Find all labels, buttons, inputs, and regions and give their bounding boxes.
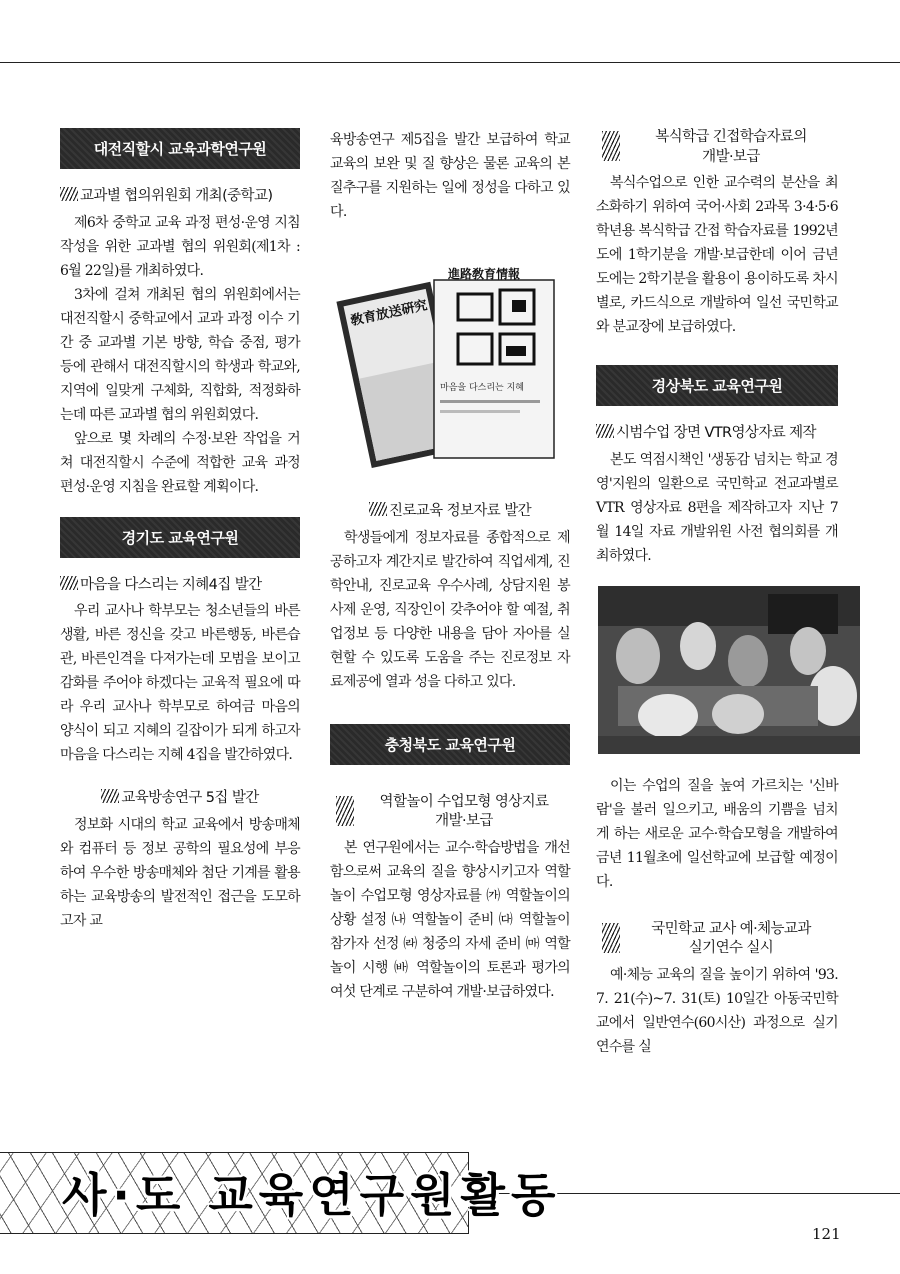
paragraph: 제6차 중학교 교육 과정 편성·운영 지침 작성을 위한 교과별 협의 위원회(제1차 : 6월 22일)를 개최하였다. xyxy=(60,214,300,279)
books-photo xyxy=(340,250,572,480)
banner-title: 사·도 교육연구원활동 xyxy=(62,1168,562,1222)
hatch-marker-icon xyxy=(596,424,614,438)
article-heading xyxy=(596,424,838,444)
article-heading-text: 진로교육 정보자료 발간 xyxy=(388,503,532,519)
paragraph: 앞으로 몇 차례의 수정·보완 작업을 거쳐 대전직할시 수준에 적합한 교육 과정 편성·운영 지침을 완료할 계획이다. xyxy=(60,430,300,495)
org-header-daejeon: 대전직할시 교육과학연구원 xyxy=(60,128,300,169)
paragraph: 본 연구원에서는 교수·학습방법을 개선함으로써 교육의 질을 향상시키고자 역할놀이 수업모형 영상자료를 ㈎ 역할놀이의 상황 설정 ㈏ 역할놀이 준비 ㈐ 역할놀이 참가자 선정 ㈑ 청중의 자세 준비 ㈒ 역할놀이 시행 ㈓ 역할놀이의 토론과 평가의 여섯 단계로 구분하여 개발·보급하였다. xyxy=(330,839,570,1000)
article-heading-text-2: 개발·보급 xyxy=(435,813,493,830)
paragraph: 이는 수업의 질을 높여 가르치는 '신바람'을 불러 일으키고, 배움의 기쁨을 넘치게 하는 새로운 교수·학습모형을 개발하여 금년 11월초에 일선학교에 보급할 예정이다. xyxy=(596,777,838,890)
article-heading xyxy=(596,920,838,959)
article-heading xyxy=(60,187,300,207)
hatch-marker-icon xyxy=(602,131,620,161)
book-title-b: 進路敎育情報 xyxy=(448,267,521,281)
classroom-photo xyxy=(598,586,860,754)
article-heading-text: 마음을 다스리는 지혜4집 발간 xyxy=(80,576,262,593)
article-heading xyxy=(60,576,300,596)
paragraph: 육방송연구 제5집을 발간 보급하여 학교교육의 보완 및 질 향상은 물론 교육의 본질추구를 지원하는 일에 정성을 다하고 있다. xyxy=(330,132,570,220)
column-2 xyxy=(330,128,570,1004)
hatch-marker-icon xyxy=(101,789,119,803)
paragraph: 3차에 걸쳐 개최된 협의 위원회에서는 대전직할시 중학교에서 교과 과정 이수 기간 중 교과별 기본 방향, 학습 중점, 평가 등에 관해서 대전직할시의 학생과 학교와, 지역에 일맞게 구체화, 직합화, 적정화하는데 따른 교과별 협의 위원회였다. xyxy=(60,286,300,423)
article-heading-text: 시범수업 장면 VTR영상자료 제작 xyxy=(616,425,816,442)
section-banner xyxy=(0,1152,562,1234)
paragraph: 정보화 시대의 학교 교육에서 방송매체와 컴퓨터 등 정보 공학의 필요성에 부응하여 우수한 방송매체와 첨단 기계를 활용하는 교육방송의 발전적인 접근을 도모하고자 교 xyxy=(60,816,300,929)
column-3 xyxy=(596,128,838,1059)
paragraph: 학생들에게 정보자료를 종합적으로 제공하고자 계간지로 발간하여 직업세계, 진학안내, 진로교육 우수사례, 상담지원 봉사제 운영, 직장인이 갖추어야 할 예절, 취업정보 등 다양한 내용을 담아 자아를 실현할 수 있도록 도움을 주는 진로정보 자료제공에 열과 성을 다하고 있다. xyxy=(330,529,570,690)
paragraph: 예·체능 교육의 질을 높이기 위하여 '93. 7. 21(수)~7. 31(토) 10일간 아동국민학교에서 일반연수(60시산) 과정으로 실기연수를 실 xyxy=(596,966,838,1055)
book-title-a: 敎育放送硏究 xyxy=(349,298,429,329)
column-1 xyxy=(60,128,300,933)
article-heading xyxy=(596,128,838,167)
paragraph: 본도 역점시책인 '생동감 넘치는 학교 경영'지원의 일환으로 국민학교 전교과별로 VTR 영상자료 8편을 제작하고자 지난 7월 14일 자료 개발위원 사전 협의회를 개최하였다. xyxy=(596,451,838,564)
top-rule xyxy=(0,62,900,63)
article-heading-text: 교과별 협의위원회 개최(중학교) xyxy=(80,188,273,204)
hatch-marker-icon xyxy=(60,187,78,201)
article-heading-text-2: 개발·보급 xyxy=(702,148,760,165)
article-heading xyxy=(330,502,570,522)
article-heading-text: 복식학급 긴접학습자료의 xyxy=(655,129,807,145)
org-header-gyeongbuk: 경상북도 교육연구원 xyxy=(596,365,838,406)
book-subtitle: 마음을 다스리는 지혜 xyxy=(440,383,524,393)
article-heading-text: 국민학교 교사 예·체능교과 xyxy=(651,920,811,937)
article-heading xyxy=(330,793,570,832)
hatch-marker-icon xyxy=(369,502,387,516)
paragraph: 우리 교사나 학부모는 청소년들의 바른생활, 바른 정신을 갖고 바른행동, 바른습관, 바른인격을 다져가는데 모범을 보이고 감화를 주어야 하겠다는 교육적 필요에 따라 우리 교사나 학부모로 하여금 마음의 양식이 되고 지혜의 길잡이가 되게 하고자 마음을 다스리는 지혜 4집을 발간하였다. xyxy=(60,603,300,764)
hatch-marker-icon xyxy=(60,576,78,590)
org-header-chungbuk: 충청북도 교육연구원 xyxy=(330,724,570,765)
article-heading-text-2: 실기연수 실시 xyxy=(688,940,774,957)
article-heading xyxy=(60,789,300,809)
article-heading-text: 교육방송연구 5집 발간 xyxy=(121,790,259,807)
hatch-marker-icon xyxy=(336,796,354,826)
paragraph: 복식수업으로 인한 교수력의 분산을 최소화하기 위하여 국어·사회 2과목 3·4·5·6학년용 복식학급 간접 학습자료를 1992년도에 1학기분을 개발·보급한데 이어 금년도에는 2학기분을 활용이 용이하도록 차시별로, 카드식으로 개발하여 일선 국민학교와 분교장에 보급하였다. xyxy=(596,175,838,336)
org-header-gyeonggi: 경기도 교육연구원 xyxy=(60,517,300,558)
article-heading-text: 역할놀이 수업모형 영상지료 xyxy=(379,793,549,810)
hatch-marker-icon xyxy=(602,923,620,953)
page-number: 121 xyxy=(812,1225,841,1243)
